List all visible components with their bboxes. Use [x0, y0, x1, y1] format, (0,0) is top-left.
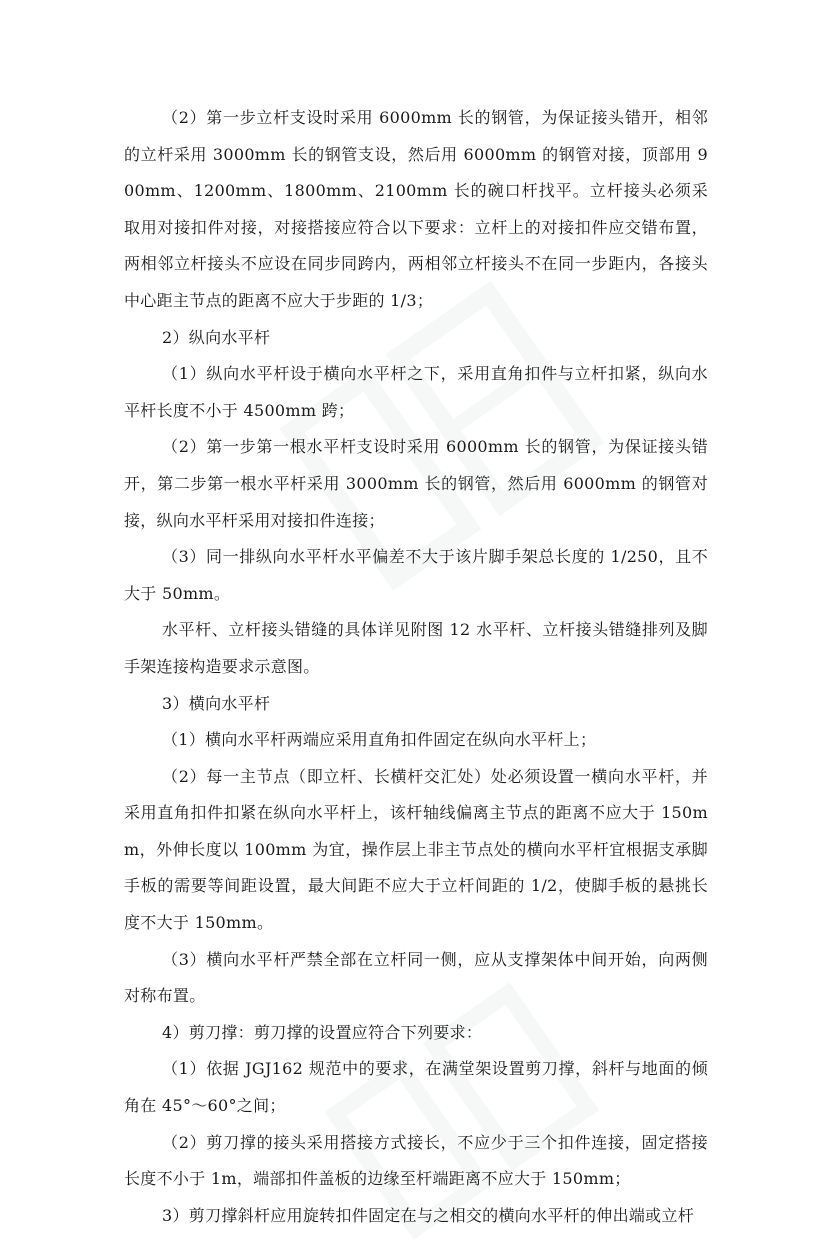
document-body [124, 100, 708, 1234]
paragraph: （2）第一步第一根水平杆支设时采用 6000mm 长的钢管，为保证接头错开，第二步第一根水平杆采用 3000mm 长的钢管，然后用 6000mm 的钢管对接，纵向水平杆采用对接扣件连接； [124, 437, 708, 530]
section-heading-transverse-bar: 3）横向水平杆 [162, 693, 271, 713]
section-heading-longitudinal-bar: 2）纵向水平杆 [162, 327, 271, 347]
paragraph: （2）每一主节点（即立杆、长横杆交汇处）处必须设置一横向水平杆，并采用直角扣件扣紧在纵向水平杆上，该杆轴线偏离主节点的距离不应大于 150mm，外伸长度以 100mm 为宜，操作层上非主节点处的横向水平杆宜根据支承脚手板的需要等间距设置，最大间距不应大于立杆间距的 1/2，使脚手板的悬挑长度不大于 150mm。 [124, 766, 708, 933]
paragraph: （3）同一排纵向水平杆水平偏差不大于该片脚手架总长度的 1/250，且不大于 50mm。 [124, 547, 708, 603]
paragraph: 水平杆、立杆接头错缝的具体详见附图 12 水平杆、立杆接头错缝排列及脚手架连接构造要求示意图。 [124, 620, 708, 676]
paragraph: （1）依据 JGJ162 规范中的要求，在满堂架设置剪刀撑，斜杆与地面的倾角在 45°～60°之间； [124, 1059, 708, 1116]
paragraph: （2）剪刀撑的接头采用搭接方式接长，不应少于三个扣件连接，固定搭接长度不小于 1m，端部扣件盖板的边缘至杆端距离不应大于 150mm； [124, 1132, 708, 1189]
paragraph: 3）剪刀撑斜杆应用旋转扣件固定在与之相交的横向水平杆的伸出端或立杆 [162, 1205, 695, 1225]
paragraph: （2）第一步立杆支设时采用 6000mm 长的钢管，为保证接头错开，相邻的立杆采用 3000mm 长的钢管支设，然后用 6000mm 的钢管对接，顶部用 900mm、1200mm、1800mm、2100mm 长的碗口杆找平。立杆接头必须采取用对接扣件对接，对接搭接应符合以下要求：立杆上的对接扣件应交错布置，两相邻立杆接头不应设在同步同跨内，两相邻立杆接头不在同一步距内，各接头中心距主节点的距离不应大于步距的 1/3； [124, 108, 708, 310]
paragraph: （1）横向水平杆两端应采用直角扣件固定在纵向水平杆上； [162, 730, 597, 750]
section-heading-scissor-brace: 4）剪刀撑：剪刀撑的设置应符合下列要求： [162, 1022, 483, 1042]
paragraph: （3）横向水平杆严禁全部在立杆同一侧，应从支撑架体中间开始，向两侧对称布置。 [124, 949, 708, 1006]
paragraph: （1）纵向水平杆设于横向水平杆之下，采用直角扣件与立杆扣紧，纵向水平杆长度不小于 4500mm 跨； [124, 364, 708, 420]
